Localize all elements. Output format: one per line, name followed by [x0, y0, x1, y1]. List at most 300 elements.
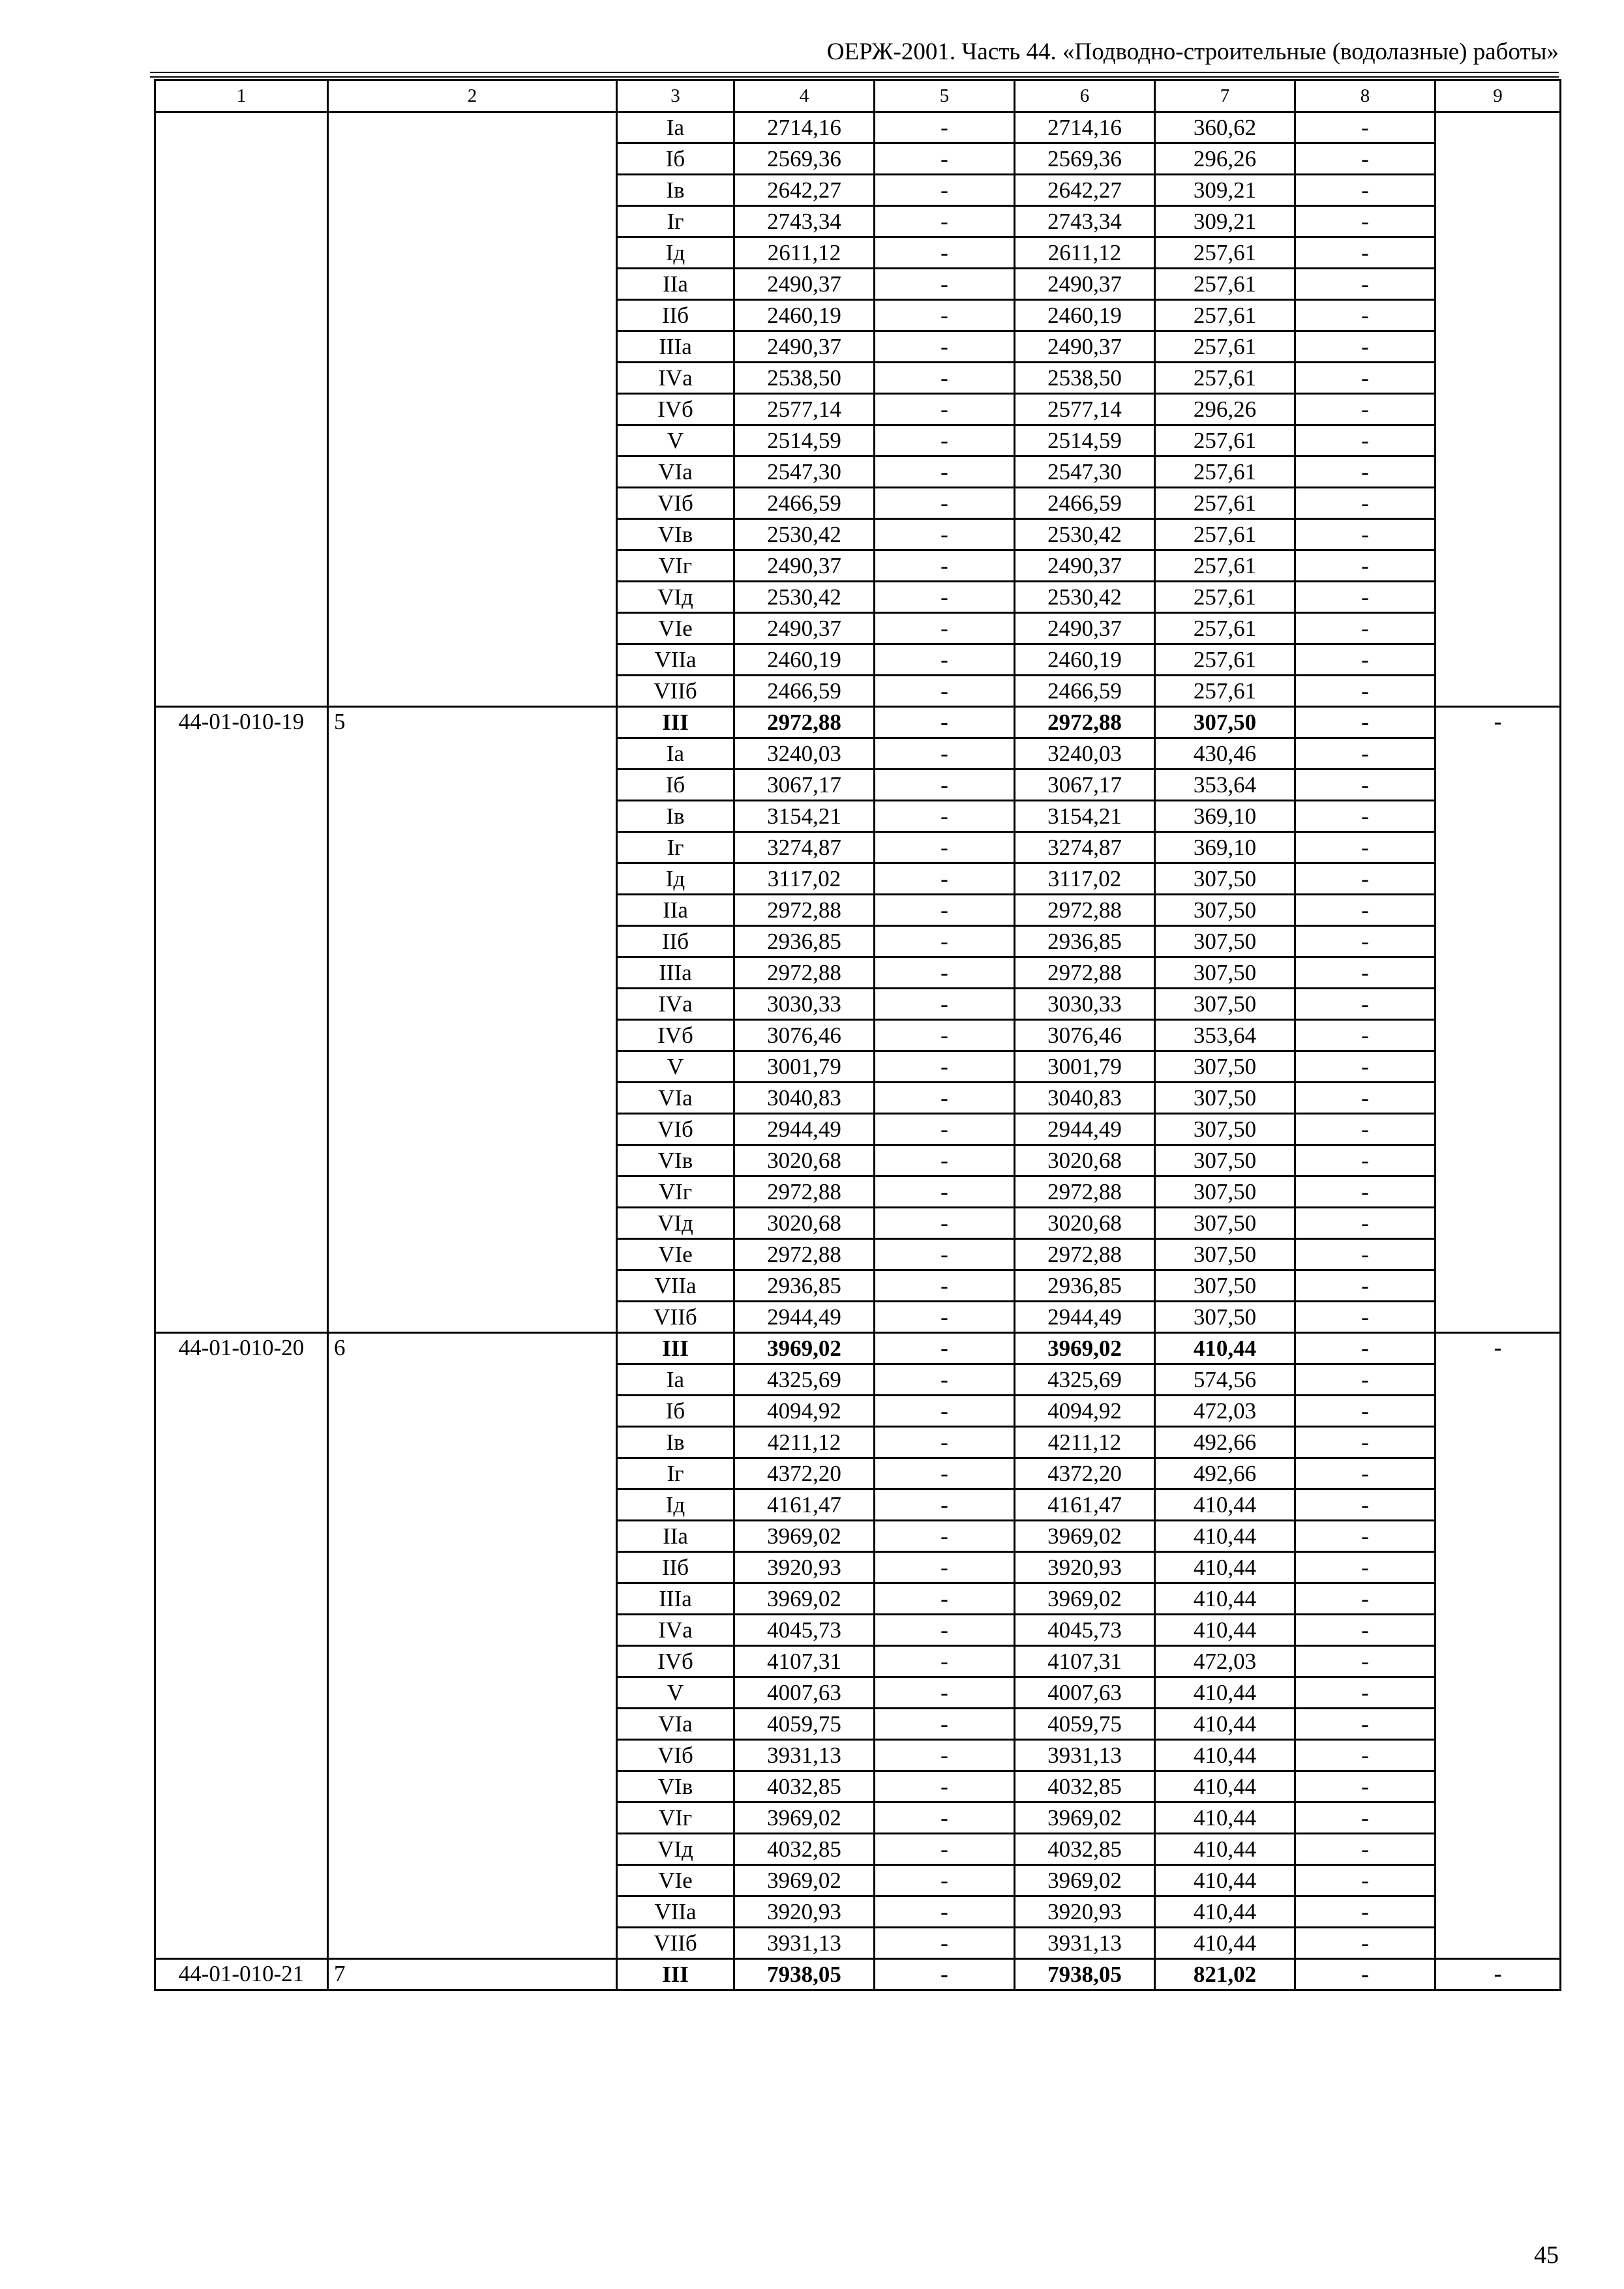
materials-cell: - — [1295, 1489, 1436, 1521]
column-number-cell: 3 — [617, 80, 734, 112]
machines-cell: 3030,33 — [1015, 989, 1155, 1020]
machines-cell: 4094,92 — [1015, 1396, 1155, 1427]
category-cell: VIIб — [617, 1302, 734, 1333]
category-cell: V — [617, 1677, 734, 1709]
wages-cell: - — [875, 519, 1015, 550]
wages-cell: - — [875, 1333, 1015, 1364]
materials-cell: - — [1295, 1928, 1436, 1959]
labor-cell: 410,44 — [1155, 1709, 1295, 1740]
column-number-cell: 4 — [734, 80, 875, 112]
machines-cell: 2547,30 — [1015, 456, 1155, 488]
wages-cell: - — [875, 488, 1015, 519]
machines-cell: 3240,03 — [1015, 738, 1155, 770]
wages-cell: - — [875, 863, 1015, 895]
table-row — [155, 707, 1561, 738]
total-cost-cell: 3040,83 — [734, 1083, 875, 1114]
machines-cell: 4032,85 — [1015, 1771, 1155, 1803]
machines-cell: 2972,88 — [1015, 1239, 1155, 1270]
total-cost-cell: 2936,85 — [734, 1270, 875, 1302]
materials-cell: - — [1295, 1302, 1436, 1333]
wages-cell: - — [875, 1083, 1015, 1114]
wages-cell: - — [875, 237, 1015, 269]
labor-cell: 307,50 — [1155, 1114, 1295, 1145]
labor-cell: 472,03 — [1155, 1646, 1295, 1677]
materials-cell: - — [1295, 112, 1436, 143]
wages-cell: - — [875, 582, 1015, 613]
machines-cell: 2972,88 — [1015, 895, 1155, 926]
machines-cell: 3020,68 — [1015, 1145, 1155, 1176]
materials-cell: - — [1295, 676, 1436, 707]
column-9-cell: - — [1436, 1959, 1561, 1990]
labor-cell: 257,61 — [1155, 425, 1295, 456]
running-header: ОЕРЖ-2001. Часть 44. «Подводно-строительные (водолазные) работы» — [826, 38, 1559, 65]
materials-cell: - — [1295, 738, 1436, 770]
total-cost-cell: 2972,88 — [734, 895, 875, 926]
materials-cell: - — [1295, 206, 1436, 237]
category-cell: VIIб — [617, 676, 734, 707]
machines-cell: 3931,13 — [1015, 1740, 1155, 1771]
wages-cell: - — [875, 269, 1015, 300]
materials-cell: - — [1295, 832, 1436, 863]
labor-cell: 307,50 — [1155, 707, 1295, 738]
machines-cell: 2490,37 — [1015, 550, 1155, 582]
machines-cell: 2530,42 — [1015, 582, 1155, 613]
materials-cell: - — [1295, 519, 1436, 550]
labor-cell: 410,44 — [1155, 1583, 1295, 1615]
category-cell: IVа — [617, 989, 734, 1020]
labor-cell: 410,44 — [1155, 1333, 1295, 1364]
machines-cell: 2569,36 — [1015, 143, 1155, 175]
rate-code-cell — [155, 112, 328, 707]
wages-cell: - — [875, 1583, 1015, 1615]
labor-cell: 410,44 — [1155, 1896, 1295, 1928]
wages-cell: - — [875, 613, 1015, 644]
rate-code-cell: 44-01-010-19 — [155, 707, 328, 1333]
column-9-cell: - — [1436, 1333, 1561, 1959]
category-cell: Iб — [617, 143, 734, 175]
column-number-row — [155, 80, 1561, 112]
machines-cell: 2944,49 — [1015, 1114, 1155, 1145]
category-cell: Iб — [617, 770, 734, 801]
labor-cell: 410,44 — [1155, 1489, 1295, 1521]
total-cost-cell: 3969,02 — [734, 1583, 875, 1615]
wages-cell: - — [875, 300, 1015, 331]
wages-cell: - — [875, 1396, 1015, 1427]
labor-cell: 307,50 — [1155, 895, 1295, 926]
table-row — [155, 112, 1561, 143]
total-cost-cell: 2490,37 — [734, 269, 875, 300]
labor-cell: 410,44 — [1155, 1740, 1295, 1771]
rate-name-cell: 7 — [328, 1959, 617, 1990]
total-cost-cell: 2743,34 — [734, 206, 875, 237]
rate-name-cell: 5 — [328, 707, 617, 1333]
machines-cell: 4059,75 — [1015, 1709, 1155, 1740]
category-cell: IVб — [617, 1020, 734, 1051]
wages-cell: - — [875, 895, 1015, 926]
materials-cell: - — [1295, 363, 1436, 394]
total-cost-cell: 2460,19 — [734, 644, 875, 676]
labor-cell: 307,50 — [1155, 957, 1295, 989]
total-cost-cell: 4045,73 — [734, 1615, 875, 1646]
machines-cell: 2538,50 — [1015, 363, 1155, 394]
machines-cell: 2743,34 — [1015, 206, 1155, 237]
machines-cell: 2944,49 — [1015, 1302, 1155, 1333]
machines-cell: 2466,59 — [1015, 676, 1155, 707]
machines-cell: 3020,68 — [1015, 1208, 1155, 1239]
total-cost-cell: 3076,46 — [734, 1020, 875, 1051]
total-cost-cell: 2466,59 — [734, 488, 875, 519]
materials-cell: - — [1295, 1552, 1436, 1583]
machines-cell: 7938,05 — [1015, 1959, 1155, 1990]
table-row — [155, 1959, 1561, 1990]
total-cost-cell: 4007,63 — [734, 1677, 875, 1709]
labor-cell: 257,61 — [1155, 550, 1295, 582]
materials-cell: - — [1295, 770, 1436, 801]
machines-cell: 4032,85 — [1015, 1834, 1155, 1865]
wages-cell: - — [875, 456, 1015, 488]
category-cell: VIа — [617, 1709, 734, 1740]
wages-cell: - — [875, 738, 1015, 770]
labor-cell: 410,44 — [1155, 1552, 1295, 1583]
total-cost-cell: 2547,30 — [734, 456, 875, 488]
total-cost-cell: 3240,03 — [734, 738, 875, 770]
machines-cell: 4045,73 — [1015, 1615, 1155, 1646]
labor-cell: 410,44 — [1155, 1928, 1295, 1959]
machines-cell: 2490,37 — [1015, 613, 1155, 644]
wages-cell: - — [875, 1270, 1015, 1302]
materials-cell: - — [1295, 801, 1436, 832]
total-cost-cell: 4211,12 — [734, 1427, 875, 1458]
materials-cell: - — [1295, 1396, 1436, 1427]
materials-cell: - — [1295, 488, 1436, 519]
wages-cell: - — [875, 1302, 1015, 1333]
labor-cell: 257,61 — [1155, 363, 1295, 394]
wages-cell: - — [875, 801, 1015, 832]
labor-cell: 307,50 — [1155, 926, 1295, 957]
machines-cell: 2936,85 — [1015, 926, 1155, 957]
total-cost-cell: 2577,14 — [734, 394, 875, 425]
materials-cell: - — [1295, 613, 1436, 644]
materials-cell: - — [1295, 269, 1436, 300]
wages-cell: - — [875, 1364, 1015, 1396]
header-rule — [150, 72, 1559, 73]
column-9-cell — [1436, 112, 1561, 707]
labor-cell: 296,26 — [1155, 394, 1295, 425]
total-cost-cell: 4032,85 — [734, 1771, 875, 1803]
materials-cell: - — [1295, 582, 1436, 613]
wages-cell: - — [875, 644, 1015, 676]
column-number-cell: 5 — [875, 80, 1015, 112]
category-cell: Iв — [617, 175, 734, 206]
total-cost-cell: 2642,27 — [734, 175, 875, 206]
machines-cell: 3969,02 — [1015, 1333, 1155, 1364]
category-cell: IIб — [617, 1552, 734, 1583]
category-cell: VIв — [617, 1145, 734, 1176]
labor-cell: 257,61 — [1155, 488, 1295, 519]
labor-cell: 410,44 — [1155, 1803, 1295, 1834]
category-cell: III — [617, 707, 734, 738]
wages-cell: - — [875, 676, 1015, 707]
total-cost-cell: 3154,21 — [734, 801, 875, 832]
category-cell: IIб — [617, 926, 734, 957]
total-cost-cell: 3067,17 — [734, 770, 875, 801]
wages-cell: - — [875, 1740, 1015, 1771]
category-cell: IVб — [617, 394, 734, 425]
machines-cell: 2577,14 — [1015, 394, 1155, 425]
wages-cell: - — [875, 957, 1015, 989]
labor-cell: 353,64 — [1155, 770, 1295, 801]
labor-cell: 257,61 — [1155, 331, 1295, 363]
machines-cell: 2972,88 — [1015, 707, 1155, 738]
labor-cell: 257,61 — [1155, 644, 1295, 676]
total-cost-cell: 2972,88 — [734, 957, 875, 989]
total-cost-cell: 2972,88 — [734, 1239, 875, 1270]
total-cost-cell: 3969,02 — [734, 1803, 875, 1834]
materials-cell: - — [1295, 957, 1436, 989]
wages-cell: - — [875, 1176, 1015, 1208]
total-cost-cell: 2466,59 — [734, 676, 875, 707]
machines-cell: 4007,63 — [1015, 1677, 1155, 1709]
category-cell: Iа — [617, 1364, 734, 1396]
category-cell: IIб — [617, 300, 734, 331]
rate-name-cell — [328, 112, 617, 707]
labor-cell: 307,50 — [1155, 1270, 1295, 1302]
total-cost-cell: 4161,47 — [734, 1489, 875, 1521]
wages-cell: - — [875, 707, 1015, 738]
labor-cell: 257,61 — [1155, 237, 1295, 269]
total-cost-cell: 4107,31 — [734, 1646, 875, 1677]
materials-cell: - — [1295, 1364, 1436, 1396]
category-cell: Iв — [617, 1427, 734, 1458]
machines-cell: 2972,88 — [1015, 957, 1155, 989]
machines-cell: 4372,20 — [1015, 1458, 1155, 1489]
machines-cell: 4211,12 — [1015, 1427, 1155, 1458]
wages-cell: - — [875, 989, 1015, 1020]
wages-cell: - — [875, 1458, 1015, 1489]
labor-cell: 360,62 — [1155, 112, 1295, 143]
wages-cell: - — [875, 1803, 1015, 1834]
machines-cell: 3931,13 — [1015, 1928, 1155, 1959]
rate-code-cell: 44-01-010-20 — [155, 1333, 328, 1959]
machines-cell: 3969,02 — [1015, 1521, 1155, 1552]
category-cell: VIд — [617, 582, 734, 613]
machines-cell: 4325,69 — [1015, 1364, 1155, 1396]
header-rule-double — [150, 76, 1559, 78]
materials-cell: - — [1295, 644, 1436, 676]
category-cell: IIIа — [617, 957, 734, 989]
materials-cell: - — [1295, 1051, 1436, 1083]
labor-cell: 309,21 — [1155, 175, 1295, 206]
labor-cell: 257,61 — [1155, 582, 1295, 613]
total-cost-cell: 3117,02 — [734, 863, 875, 895]
category-cell: VIа — [617, 1083, 734, 1114]
category-cell: VIб — [617, 1114, 734, 1145]
materials-cell: - — [1295, 1427, 1436, 1458]
category-cell: VIб — [617, 488, 734, 519]
machines-cell: 3067,17 — [1015, 770, 1155, 801]
machines-cell: 3969,02 — [1015, 1803, 1155, 1834]
materials-cell: - — [1295, 1333, 1436, 1364]
materials-cell: - — [1295, 1959, 1436, 1990]
materials-cell: - — [1295, 1740, 1436, 1771]
category-cell: VIIб — [617, 1928, 734, 1959]
labor-cell: 410,44 — [1155, 1834, 1295, 1865]
category-cell: VIг — [617, 1176, 734, 1208]
total-cost-cell: 4325,69 — [734, 1364, 875, 1396]
category-cell: IIа — [617, 269, 734, 300]
column-number-cell: 6 — [1015, 80, 1155, 112]
total-cost-cell: 4059,75 — [734, 1709, 875, 1740]
wages-cell: - — [875, 1834, 1015, 1865]
materials-cell: - — [1295, 895, 1436, 926]
wages-cell: - — [875, 394, 1015, 425]
labor-cell: 307,50 — [1155, 1051, 1295, 1083]
materials-cell: - — [1295, 300, 1436, 331]
total-cost-cell: 2538,50 — [734, 363, 875, 394]
total-cost-cell: 4372,20 — [734, 1458, 875, 1489]
materials-cell: - — [1295, 143, 1436, 175]
wages-cell: - — [875, 1427, 1015, 1458]
wages-cell: - — [875, 550, 1015, 582]
category-cell: Iг — [617, 832, 734, 863]
materials-cell: - — [1295, 1896, 1436, 1928]
category-cell: VIд — [617, 1834, 734, 1865]
table-row — [155, 1333, 1561, 1364]
table-body — [155, 80, 1561, 1990]
total-cost-cell: 2569,36 — [734, 143, 875, 175]
column-number-cell: 7 — [1155, 80, 1295, 112]
total-cost-cell: 3969,02 — [734, 1333, 875, 1364]
category-cell: VIIа — [617, 1270, 734, 1302]
machines-cell: 2514,59 — [1015, 425, 1155, 456]
category-cell: III — [617, 1959, 734, 1990]
column-number-cell: 9 — [1436, 80, 1561, 112]
labor-cell: 307,50 — [1155, 1083, 1295, 1114]
total-cost-cell: 2944,49 — [734, 1114, 875, 1145]
machines-cell: 3040,83 — [1015, 1083, 1155, 1114]
materials-cell: - — [1295, 707, 1436, 738]
wages-cell: - — [875, 1208, 1015, 1239]
total-cost-cell: 2490,37 — [734, 613, 875, 644]
materials-cell: - — [1295, 989, 1436, 1020]
total-cost-cell: 3030,33 — [734, 989, 875, 1020]
labor-cell: 257,61 — [1155, 269, 1295, 300]
labor-cell: 257,61 — [1155, 676, 1295, 707]
machines-cell: 3154,21 — [1015, 801, 1155, 832]
labor-cell: 472,03 — [1155, 1396, 1295, 1427]
materials-cell: - — [1295, 237, 1436, 269]
total-cost-cell: 2530,42 — [734, 582, 875, 613]
total-cost-cell: 2514,59 — [734, 425, 875, 456]
labor-cell: 430,46 — [1155, 738, 1295, 770]
materials-cell: - — [1295, 1176, 1436, 1208]
labor-cell: 307,50 — [1155, 863, 1295, 895]
labor-cell: 257,61 — [1155, 613, 1295, 644]
materials-cell: - — [1295, 1709, 1436, 1740]
total-cost-cell: 3920,93 — [734, 1896, 875, 1928]
labor-cell: 410,44 — [1155, 1771, 1295, 1803]
labor-cell: 307,50 — [1155, 1239, 1295, 1270]
total-cost-cell: 2490,37 — [734, 550, 875, 582]
labor-cell: 410,44 — [1155, 1521, 1295, 1552]
materials-cell: - — [1295, 1145, 1436, 1176]
machines-cell: 2490,37 — [1015, 269, 1155, 300]
materials-cell: - — [1295, 863, 1436, 895]
materials-cell: - — [1295, 425, 1436, 456]
wages-cell: - — [875, 1051, 1015, 1083]
category-cell: Iд — [617, 1489, 734, 1521]
category-cell: III — [617, 1333, 734, 1364]
total-cost-cell: 2972,88 — [734, 1176, 875, 1208]
labor-cell: 410,44 — [1155, 1865, 1295, 1896]
total-cost-cell: 2490,37 — [734, 331, 875, 363]
labor-cell: 257,61 — [1155, 456, 1295, 488]
wages-cell: - — [875, 1145, 1015, 1176]
wages-cell: - — [875, 1521, 1015, 1552]
wages-cell: - — [875, 1114, 1015, 1145]
total-cost-cell: 3931,13 — [734, 1740, 875, 1771]
labor-cell: 410,44 — [1155, 1615, 1295, 1646]
total-cost-cell: 3920,93 — [734, 1552, 875, 1583]
materials-cell: - — [1295, 1615, 1436, 1646]
category-cell: IVб — [617, 1646, 734, 1677]
page-number: 45 — [1534, 2241, 1559, 2269]
materials-cell: - — [1295, 1083, 1436, 1114]
category-cell: Iв — [617, 801, 734, 832]
wages-cell: - — [875, 770, 1015, 801]
category-cell: VIе — [617, 613, 734, 644]
materials-cell: - — [1295, 1865, 1436, 1896]
total-cost-cell: 3020,68 — [734, 1208, 875, 1239]
wages-cell: - — [875, 1239, 1015, 1270]
category-cell: V — [617, 1051, 734, 1083]
wages-cell: - — [875, 926, 1015, 957]
category-cell: IIа — [617, 895, 734, 926]
machines-cell: 2460,19 — [1015, 644, 1155, 676]
rate-name-cell: 6 — [328, 1333, 617, 1959]
wages-cell: - — [875, 1020, 1015, 1051]
machines-cell: 4107,31 — [1015, 1646, 1155, 1677]
category-cell: IIIа — [617, 1583, 734, 1615]
total-cost-cell: 3969,02 — [734, 1865, 875, 1896]
category-cell: VIб — [617, 1740, 734, 1771]
category-cell: Iа — [617, 112, 734, 143]
materials-cell: - — [1295, 926, 1436, 957]
machines-cell: 3274,87 — [1015, 832, 1155, 863]
materials-cell: - — [1295, 550, 1436, 582]
machines-cell: 3969,02 — [1015, 1583, 1155, 1615]
category-cell: VIIа — [617, 644, 734, 676]
total-cost-cell: 4094,92 — [734, 1396, 875, 1427]
wages-cell: - — [875, 1928, 1015, 1959]
wages-cell: - — [875, 425, 1015, 456]
category-cell: VIа — [617, 456, 734, 488]
materials-cell: - — [1295, 1270, 1436, 1302]
labor-cell: 369,10 — [1155, 801, 1295, 832]
labor-cell: 492,66 — [1155, 1458, 1295, 1489]
rate-code-cell: 44-01-010-21 — [155, 1959, 328, 1990]
category-cell: VIе — [617, 1239, 734, 1270]
materials-cell: - — [1295, 1114, 1436, 1145]
wages-cell: - — [875, 112, 1015, 143]
category-cell: Iд — [617, 863, 734, 895]
column-9-cell: - — [1436, 707, 1561, 1333]
materials-cell: - — [1295, 1646, 1436, 1677]
total-cost-cell: 3969,02 — [734, 1521, 875, 1552]
machines-cell: 2642,27 — [1015, 175, 1155, 206]
category-cell: IVа — [617, 1615, 734, 1646]
wages-cell: - — [875, 1615, 1015, 1646]
